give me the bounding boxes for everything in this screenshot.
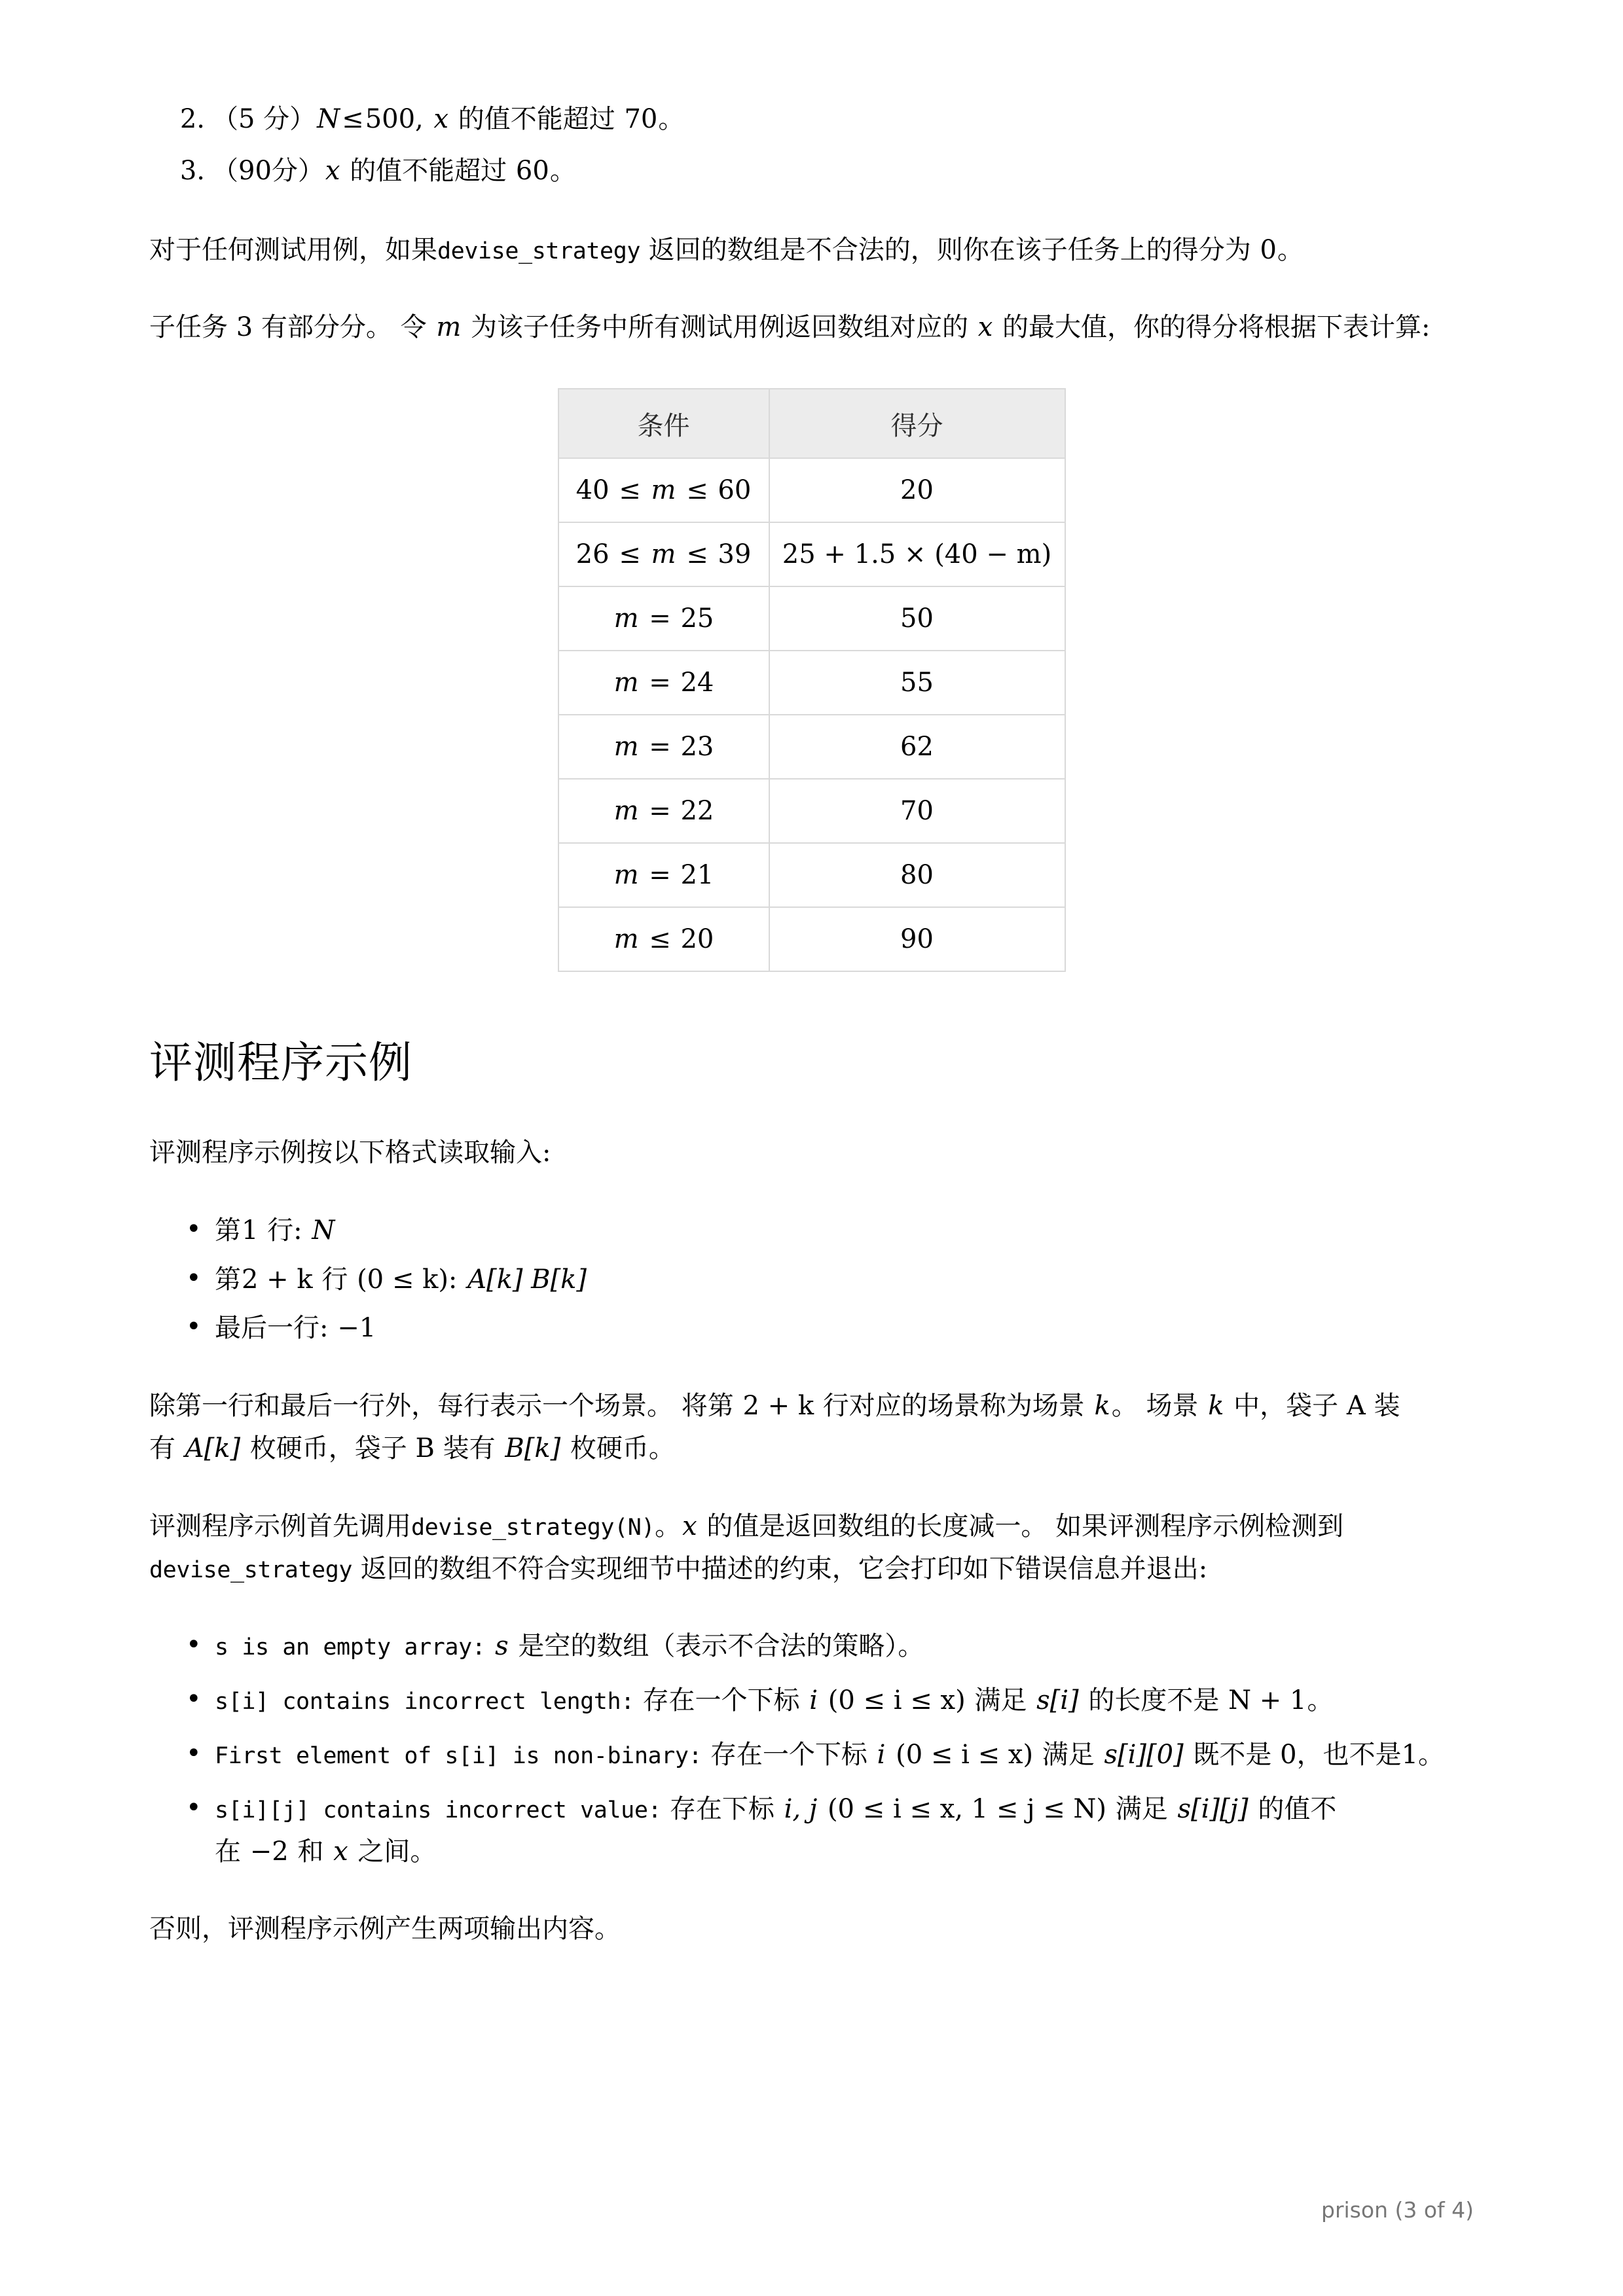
error-var-ij: i, j: [784, 1793, 818, 1824]
list-item: [215, 1679, 1474, 1722]
partial-part1: 子任务 3 有部分分。 令: [149, 312, 427, 343]
cell-condition: [558, 843, 769, 907]
cell-condition: [558, 907, 769, 971]
cell-score: 50: [769, 586, 1065, 651]
scene-var-k2: k: [1208, 1391, 1224, 1422]
format-label: 最后一行:: [215, 1313, 329, 1344]
cond-upper: 22: [680, 796, 714, 827]
cond-upper: 60: [718, 475, 752, 506]
constraint-period: 。: [658, 104, 685, 134]
call-var-x: x: [682, 1511, 697, 1541]
error-var-s: s: [495, 1631, 509, 1662]
partial-part2: 为该子任务中所有测试用例返回数组对应的: [470, 312, 968, 343]
table-row: [558, 715, 1065, 779]
score-table-wrapper: [149, 388, 1474, 972]
error-text: 是空的数组（表示不合法的策略）。: [518, 1631, 924, 1662]
constraints-list: [149, 98, 1474, 192]
error-text2: 满足: [1042, 1739, 1095, 1770]
list-marker: 3.: [179, 155, 205, 186]
devise-strategy-code: devise_strategy: [437, 238, 641, 264]
call-part3: 的值是返回数组的长度减一。 如果评测程序示例检测到: [706, 1511, 1344, 1541]
list-marker: 2.: [179, 104, 205, 134]
table-row: [558, 586, 1065, 651]
cond-upper: 24: [680, 668, 714, 698]
cond-rel2: =: [649, 668, 671, 698]
format-value: N: [312, 1215, 335, 1246]
format-label: 第: [215, 1264, 241, 1295]
format-unit: 行: [321, 1264, 348, 1295]
cell-score: 55: [769, 651, 1065, 715]
constraint-limit-x: 70: [624, 104, 658, 134]
constraint-var-n: N: [317, 104, 340, 134]
constraint-limit-n: 500,: [365, 104, 424, 134]
column-header-condition: 条件: [558, 389, 769, 458]
cond-rel1: ≤: [619, 539, 641, 570]
scene-part2: 行对应的场景称为场景: [822, 1391, 1085, 1422]
list-item: [215, 1734, 1474, 1776]
scene-part5: 枚硬币，袋子 B 装有: [249, 1433, 496, 1463]
error-range: (0 ≤ i ≤ x): [896, 1739, 1034, 1770]
cell-score: 20: [769, 458, 1065, 522]
cond-var: m: [613, 603, 639, 634]
table-row: [558, 522, 1065, 586]
error-var-i: i: [877, 1739, 886, 1770]
table-row: [558, 843, 1065, 907]
cond-upper: 20: [680, 924, 714, 955]
page-title: 评测程序示例: [149, 1037, 412, 1088]
grader-call-paragraph: [149, 1505, 1474, 1590]
constraint-prefix: （90分）: [212, 155, 324, 186]
list-item: [215, 1307, 1474, 1350]
format-value: A[k] B[k]: [467, 1264, 587, 1295]
constraint-var-x: x: [325, 155, 340, 186]
cond-lower: 40: [575, 475, 610, 506]
cond-lower: 26: [575, 539, 610, 570]
scene-description-paragraph: [149, 1385, 1474, 1470]
error-code-incorrect-length: s[i] contains incorrect length:: [215, 1689, 634, 1715]
list-item: [179, 150, 1474, 192]
constraint-relation: ≤: [342, 104, 364, 134]
grader-outro-paragraph: 否则，评测程序示例产生两项输出内容。: [149, 1914, 621, 1945]
constraint-period: 。: [549, 155, 576, 186]
invalid-array-paragraph: [149, 229, 1474, 272]
error-var-i: i: [809, 1685, 818, 1716]
cond-rel2: =: [649, 796, 671, 827]
error-var-si0: s[i][0]: [1104, 1739, 1184, 1770]
error-text1: 存在一个下标: [710, 1739, 867, 1770]
cell-score: 62: [769, 715, 1065, 779]
scene-part6: 枚硬币。: [570, 1433, 675, 1463]
table-row: [558, 458, 1065, 522]
cell-condition: [558, 651, 769, 715]
cell-condition: [558, 715, 769, 779]
error-text1: 存在下标: [669, 1793, 775, 1824]
error-text3: 的长度不是: [1088, 1685, 1220, 1716]
cond-upper: 21: [680, 860, 714, 891]
cell-condition: [558, 586, 769, 651]
score-table: [558, 388, 1066, 972]
column-header-score: 得分: [769, 389, 1065, 458]
grader-intro-paragraph: 评测程序示例按以下格式读取输入:: [149, 1137, 551, 1168]
error-code-empty-array: s is an empty array:: [215, 1634, 486, 1661]
cond-rel2: =: [649, 732, 671, 762]
error-var-sij: s[i][j]: [1177, 1793, 1249, 1824]
constraint-prefix: （5 分）: [212, 104, 316, 134]
error-range: (0 ≤ i ≤ x): [828, 1685, 966, 1716]
invalid-part1: 对于任何测试用例，如果: [149, 234, 437, 265]
partial-part3: 的最大值，你的得分将根据下表计算:: [1002, 312, 1431, 343]
cell-condition: [558, 522, 769, 586]
cond-rel2: ≤: [686, 475, 708, 506]
cond-upper: 25: [680, 603, 714, 634]
score-table-head: [558, 389, 1065, 458]
devise-strategy-code: devise_strategy: [149, 1556, 353, 1583]
cell-condition: [558, 779, 769, 843]
invalid-part3: 。: [1277, 234, 1304, 265]
partial-var-m: m: [436, 312, 462, 343]
call-part1: 评测程序示例首先调用: [149, 1511, 411, 1541]
scene-expr: 2 + k: [742, 1391, 814, 1422]
scene-part3: 。 场景: [1111, 1391, 1199, 1422]
list-item: [179, 98, 1474, 141]
error-text2: 满足: [1115, 1793, 1168, 1824]
call-part2: 。: [655, 1511, 682, 1541]
scene-var-k: k: [1094, 1391, 1110, 1422]
error-text5: 之间。: [357, 1836, 437, 1867]
table-row: [558, 907, 1065, 971]
score-table-body: [558, 458, 1065, 971]
page-footer: prison (3 of 4): [1321, 2197, 1474, 2223]
cond-var: m: [651, 539, 676, 570]
invalid-zero: 0: [1260, 234, 1277, 265]
error-code-non-binary: First element of s[i] is non-binary:: [215, 1742, 702, 1769]
scene-part4: 中，袋子 A 装有: [149, 1391, 1400, 1463]
cell-condition: [558, 458, 769, 522]
cond-var: m: [613, 668, 639, 698]
format-unit: 行:: [267, 1215, 302, 1246]
error-neg2: −2: [249, 1836, 289, 1867]
error-text4: 。: [1307, 1685, 1334, 1716]
scene-ak: A[k]: [185, 1433, 241, 1463]
page-content: [149, 98, 1474, 1950]
scene-part1: 除第一行和最后一行外，每行表示一个场景。 将第: [149, 1391, 734, 1422]
cond-upper: 39: [718, 539, 752, 570]
format-value: −1: [337, 1313, 376, 1344]
input-format-list: [149, 1210, 1474, 1350]
error-var-x: x: [333, 1836, 348, 1867]
partial-score-paragraph: [149, 306, 1474, 349]
table-header-row: [558, 389, 1065, 458]
partial-var-x: x: [977, 312, 993, 343]
cond-rel2: ≤: [649, 924, 671, 955]
cond-var: m: [613, 732, 639, 762]
cond-rel1: ≤: [619, 475, 641, 506]
cond-upper: 23: [680, 732, 714, 762]
cell-score: 80: [769, 843, 1065, 907]
format-label: 第: [215, 1215, 241, 1246]
cond-var: m: [613, 860, 639, 891]
cond-var: m: [613, 796, 639, 827]
list-item: [215, 1625, 1474, 1668]
error-text3: 的值不在: [215, 1793, 1337, 1867]
error-text1: 存在一个下标: [642, 1685, 800, 1716]
constraint-var-x: x: [433, 104, 449, 134]
error-code-incorrect-value: s[i][j] contains incorrect value:: [215, 1797, 662, 1823]
cond-rel2: =: [649, 860, 671, 891]
error-messages-list: [149, 1625, 1474, 1873]
table-row: [558, 651, 1065, 715]
cell-score-formula: 25 + 1.5 × (40 − m): [769, 522, 1065, 586]
list-item: [215, 1210, 1474, 1252]
error-text4: 和: [297, 1836, 324, 1867]
cell-score: 70: [769, 779, 1065, 843]
cell-score: 90: [769, 907, 1065, 971]
table-row: [558, 779, 1065, 843]
list-item: [215, 1259, 1474, 1301]
cond-rel2: ≤: [686, 539, 708, 570]
format-range: (0 ≤ k):: [357, 1264, 458, 1295]
format-line-number: 1: [242, 1215, 259, 1246]
format-line-expr: 2 + k: [242, 1264, 313, 1295]
cond-var: m: [613, 924, 639, 955]
constraint-text: 的值不能超过: [458, 104, 615, 134]
devise-strategy-call-code: devise_strategy(N): [411, 1514, 655, 1541]
constraint-limit-x: 60: [515, 155, 549, 186]
invalid-part2: 返回的数组是不合法的，则你在该子任务上的得分为: [648, 234, 1251, 265]
error-text3: 既不是 0，也不是1。: [1193, 1739, 1445, 1770]
cond-var: m: [651, 475, 676, 506]
error-expr: N + 1: [1228, 1685, 1307, 1716]
error-var-si: s[i]: [1036, 1685, 1079, 1716]
constraint-text: 的值不能超过: [350, 155, 507, 186]
error-range: (0 ≤ i ≤ x, 1 ≤ j ≤ N): [827, 1793, 1107, 1824]
call-part4: 返回的数组不符合实现细节中描述的约束，它会打印如下错误信息并退出:: [360, 1553, 1208, 1584]
scene-bk: B[k]: [505, 1433, 561, 1463]
error-text2: 满足: [974, 1685, 1027, 1716]
list-item: [215, 1788, 1474, 1873]
cond-rel2: =: [649, 603, 671, 634]
